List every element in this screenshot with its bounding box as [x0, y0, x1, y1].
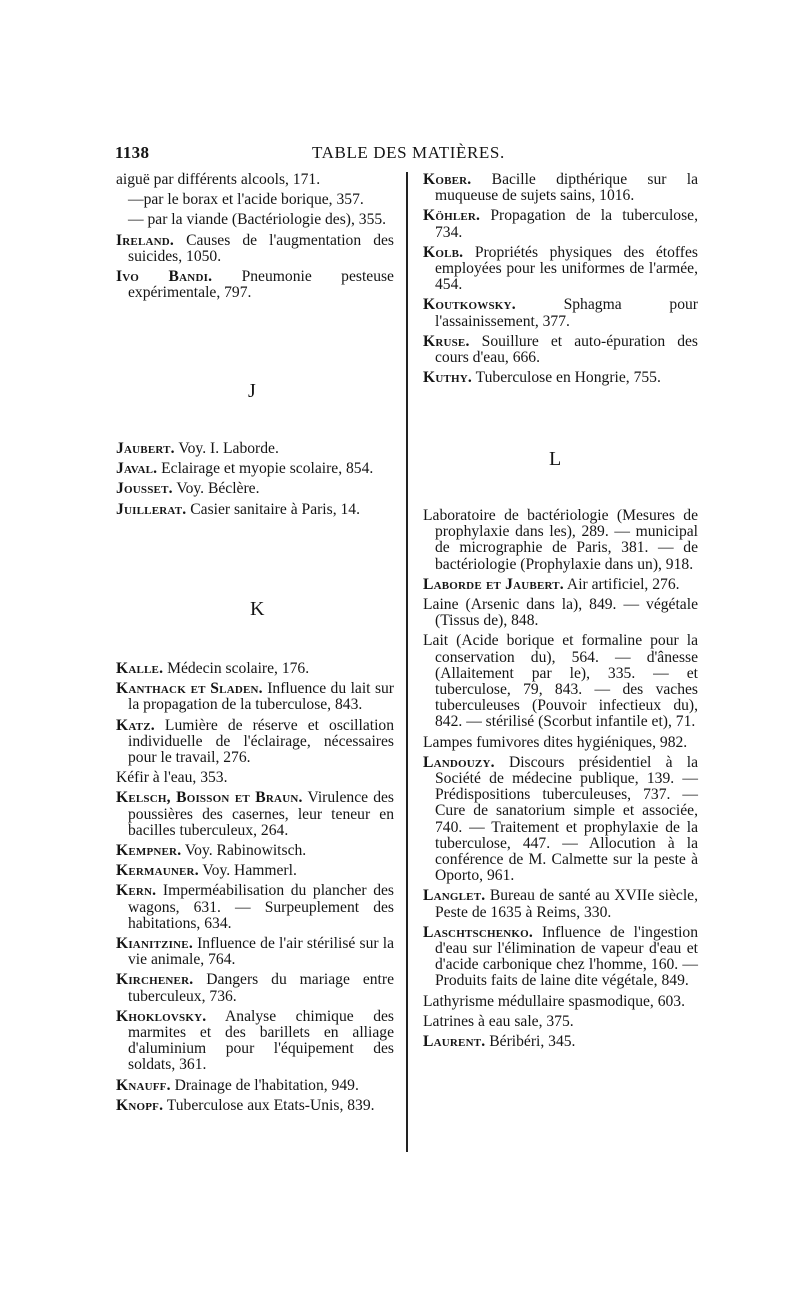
page-number: 1138 — [115, 143, 150, 162]
index-entry — [116, 863, 394, 879]
index-entry — [423, 735, 698, 751]
entry-text: Propagation de la tuberculose, 734. — [435, 207, 698, 241]
entry-author: Kempner. — [116, 842, 182, 860]
index-entry — [423, 370, 698, 386]
entry-text: Laine (Arsenic dans la), 849. — végétale (Tissus de), 848. — [423, 596, 698, 630]
entry-text: Bureau de santé au XVIIe siècle, Peste de 1635 à Reims, 330. — [435, 887, 698, 921]
index-entry — [116, 1098, 394, 1114]
entry-text: Influence du lait sur la propagation de la tuberculose, 843. — [128, 680, 395, 714]
left-column-j — [116, 441, 394, 522]
index-entry — [116, 481, 394, 497]
entry-text: Causes de l'augmentation des suicides, 1050. — [128, 231, 394, 265]
index-entry: — par la viande (Bactériologie des), 355. — [128, 211, 387, 229]
index-entry — [423, 1014, 698, 1030]
entry-text: Lait (Acide borique et formaline pour la conservation du), 564. — d'ânesse (Allaitement par le), 335. — et tuberculose, 79, 843. — des vaches tuberculeuses (Pouvoir infectieux du), 842. — stérilisé (Scorbut infantile et), 71. — [423, 632, 698, 731]
index-entry — [423, 245, 698, 294]
entry-author: Juillerat. — [116, 500, 187, 518]
left-column — [116, 172, 394, 305]
index-entry — [116, 1009, 394, 1074]
entry-author: Knauff. — [116, 1076, 171, 1094]
entry-author: Ireland. — [116, 231, 175, 249]
entry-author: Kuthy. — [423, 369, 473, 387]
column-divider — [406, 172, 408, 1152]
entry-text: Virulence des poussières des casernes, leur teneur en bacilles tuberculeux, 264. — [128, 789, 394, 839]
entry-text: Latrines à eau sale, 375. — [423, 1012, 574, 1030]
entry-text: Tuberculose aux Etats-Unis, 839. — [163, 1096, 375, 1114]
entry-text: Voy. Rabinowitsch. — [181, 842, 307, 860]
index-entry — [423, 597, 698, 629]
index-entry — [423, 172, 698, 204]
index-entry — [116, 883, 394, 932]
entry-text: Médecin scolaire, 176. — [163, 660, 310, 677]
entry-author: Kirchener. — [116, 971, 194, 989]
index-entry — [423, 755, 698, 885]
entry-text: Bacille dipthérique sur la muqueuse de sujets sains, 1016. — [435, 171, 698, 205]
entry-author: Katz. — [116, 716, 155, 734]
index-entry — [116, 790, 394, 839]
section-letter-l: L — [549, 448, 562, 470]
index-entry — [423, 925, 698, 990]
index-entry — [116, 936, 394, 968]
entry-author: Kober. — [423, 171, 472, 188]
index-entry — [116, 681, 394, 713]
entry-author: Javal. — [116, 460, 158, 478]
page-header — [0, 143, 800, 167]
entry-author: Laurent. — [423, 1033, 486, 1051]
entry-author: Kianitzine. — [116, 935, 193, 953]
entry-author: Kermauner. — [116, 862, 199, 880]
entry-author: Kern. — [116, 882, 157, 900]
entry-text: Voy. Hammerl. — [198, 862, 297, 880]
entry-text: Lampes fumivores dites hygiéniques, 982. — [423, 733, 688, 751]
index-entry — [116, 502, 394, 518]
index-entry: aiguë par différents alcools, 171. — [116, 171, 321, 188]
entry-text: Air artificiel, 276. — [563, 575, 680, 593]
index-entry — [423, 334, 698, 366]
entry-text: Analyse chimique des marmites et des barillets en alliage d'aluminium pour l'équipement des soldats, 361. — [128, 1007, 394, 1074]
index-entry — [423, 994, 698, 1010]
entry-text: Lumière de réserve et oscillation individuelle de l'éclairage, nécessaires pour le travail, 276. — [128, 716, 394, 767]
entry-author: Ivo Bandi. — [116, 268, 213, 286]
entry-text: Casier sanitaire à Paris, 14. — [186, 500, 360, 518]
entry-author: Kanthack et Sladen. — [116, 680, 263, 698]
right-column — [423, 172, 698, 390]
entry-author: Köhler. — [423, 207, 481, 225]
index-entry — [116, 269, 394, 301]
running-title: TABLE DES MATIÈRES. — [312, 143, 505, 162]
index-entry — [116, 1078, 394, 1094]
entry-text: Laboratoire de bactériologie (Mesures de prophylaxie dans les), 289. — municipal de micrographie de Paris, 381. — de bactériologie (Prophylaxie dans un), 918. — [423, 507, 698, 573]
entry-author: Knopf. — [116, 1096, 164, 1114]
entry-text: Influence de l'ingestion d'eau sur l'élimination de vapeur d'eau et d'acide carbonique chez l'homme, 160. — Produits faits de laine dite végétale, 849. — [435, 923, 698, 990]
entry-author: Langlet. — [423, 887, 486, 905]
entry-author: Kelsch, Boisson et Braun. — [116, 789, 303, 807]
index-entry — [423, 1034, 698, 1050]
section-letter-j: J — [248, 380, 256, 402]
entry-author: Kruse. — [423, 332, 470, 350]
index-entry — [423, 633, 698, 730]
index-entry — [116, 661, 394, 677]
entry-text: Eclairage et myopie scolaire, 854. — [157, 460, 374, 478]
entry-author: Khoklovsky. — [116, 1007, 207, 1025]
entry-text: Propriétés physiques des étoffes employées pour les uniformes de l'armée, 454. — [435, 243, 698, 294]
entry-text: Voy. I. Laborde. — [174, 440, 279, 457]
index-entry — [116, 843, 394, 859]
entry-text: Dangers du mariage entre tuberculeux, 736. — [128, 971, 394, 1005]
entry-text: Pneumonie pesteuse expérimentale, 797. — [128, 268, 394, 302]
entry-author: Laborde et Jaubert. — [423, 575, 564, 593]
entry-text: Kéfir à l'eau, 353. — [116, 769, 228, 787]
index-entry — [423, 888, 698, 920]
index-entry: —par le borax et l'acide borique, 357. — [128, 191, 364, 209]
entry-author: Jaubert. — [116, 440, 175, 457]
entry-author: Laschtschenko. — [423, 923, 534, 941]
entry-text: Sphagma pour l'assainissement, 377. — [435, 296, 698, 330]
entry-author: Kalle. — [116, 660, 164, 677]
entry-author: Koutkowsky. — [423, 296, 516, 314]
index-entry — [116, 718, 394, 767]
index-entry — [116, 770, 394, 786]
entry-text: Tuberculose en Hongrie, 755. — [472, 369, 661, 387]
index-entry — [423, 208, 698, 240]
index-entry — [423, 577, 698, 593]
index-entry — [423, 508, 698, 573]
left-column-k — [116, 661, 394, 1118]
right-column-l — [423, 508, 698, 1054]
index-entry — [116, 972, 394, 1004]
entry-text: Souillure et auto-épuration des cours d'eau, 666. — [435, 332, 698, 367]
index-entry — [116, 441, 394, 457]
entry-text: Voy. Béclère. — [172, 480, 260, 498]
entry-text: Influence de l'air stérilisé sur la vie animale, 764. — [128, 935, 394, 969]
index-entry — [116, 461, 394, 477]
entry-author: Jousset. — [116, 480, 173, 498]
section-letter-k: K — [250, 598, 265, 620]
entry-author: Kolb. — [423, 243, 464, 261]
entry-text: Lathyrisme médullaire spasmodique, 603. — [423, 992, 686, 1010]
index-entry — [116, 233, 394, 265]
entry-text: Imperméabilisation du plancher des wagons, 631. — Surpeuplement des habitations, 634. — [128, 882, 394, 932]
index-entry — [423, 297, 698, 329]
entry-text: Discours présidentiel à la Société de médecine publique, 139. — Prédispositions tuberculeuses, 737. — Cure de sanatorium simple et associée, 740. — Traitement et prophylaxie de la tuberculose, 447. — Allocution à la conférence de M. Calmette sur la peste à Oporto, 961. — [435, 753, 698, 885]
entry-author: Landouzy. — [423, 753, 495, 771]
entry-text: Béribéri, 345. — [485, 1033, 576, 1051]
entry-text: Drainage de l'habitation, 949. — [170, 1076, 359, 1094]
